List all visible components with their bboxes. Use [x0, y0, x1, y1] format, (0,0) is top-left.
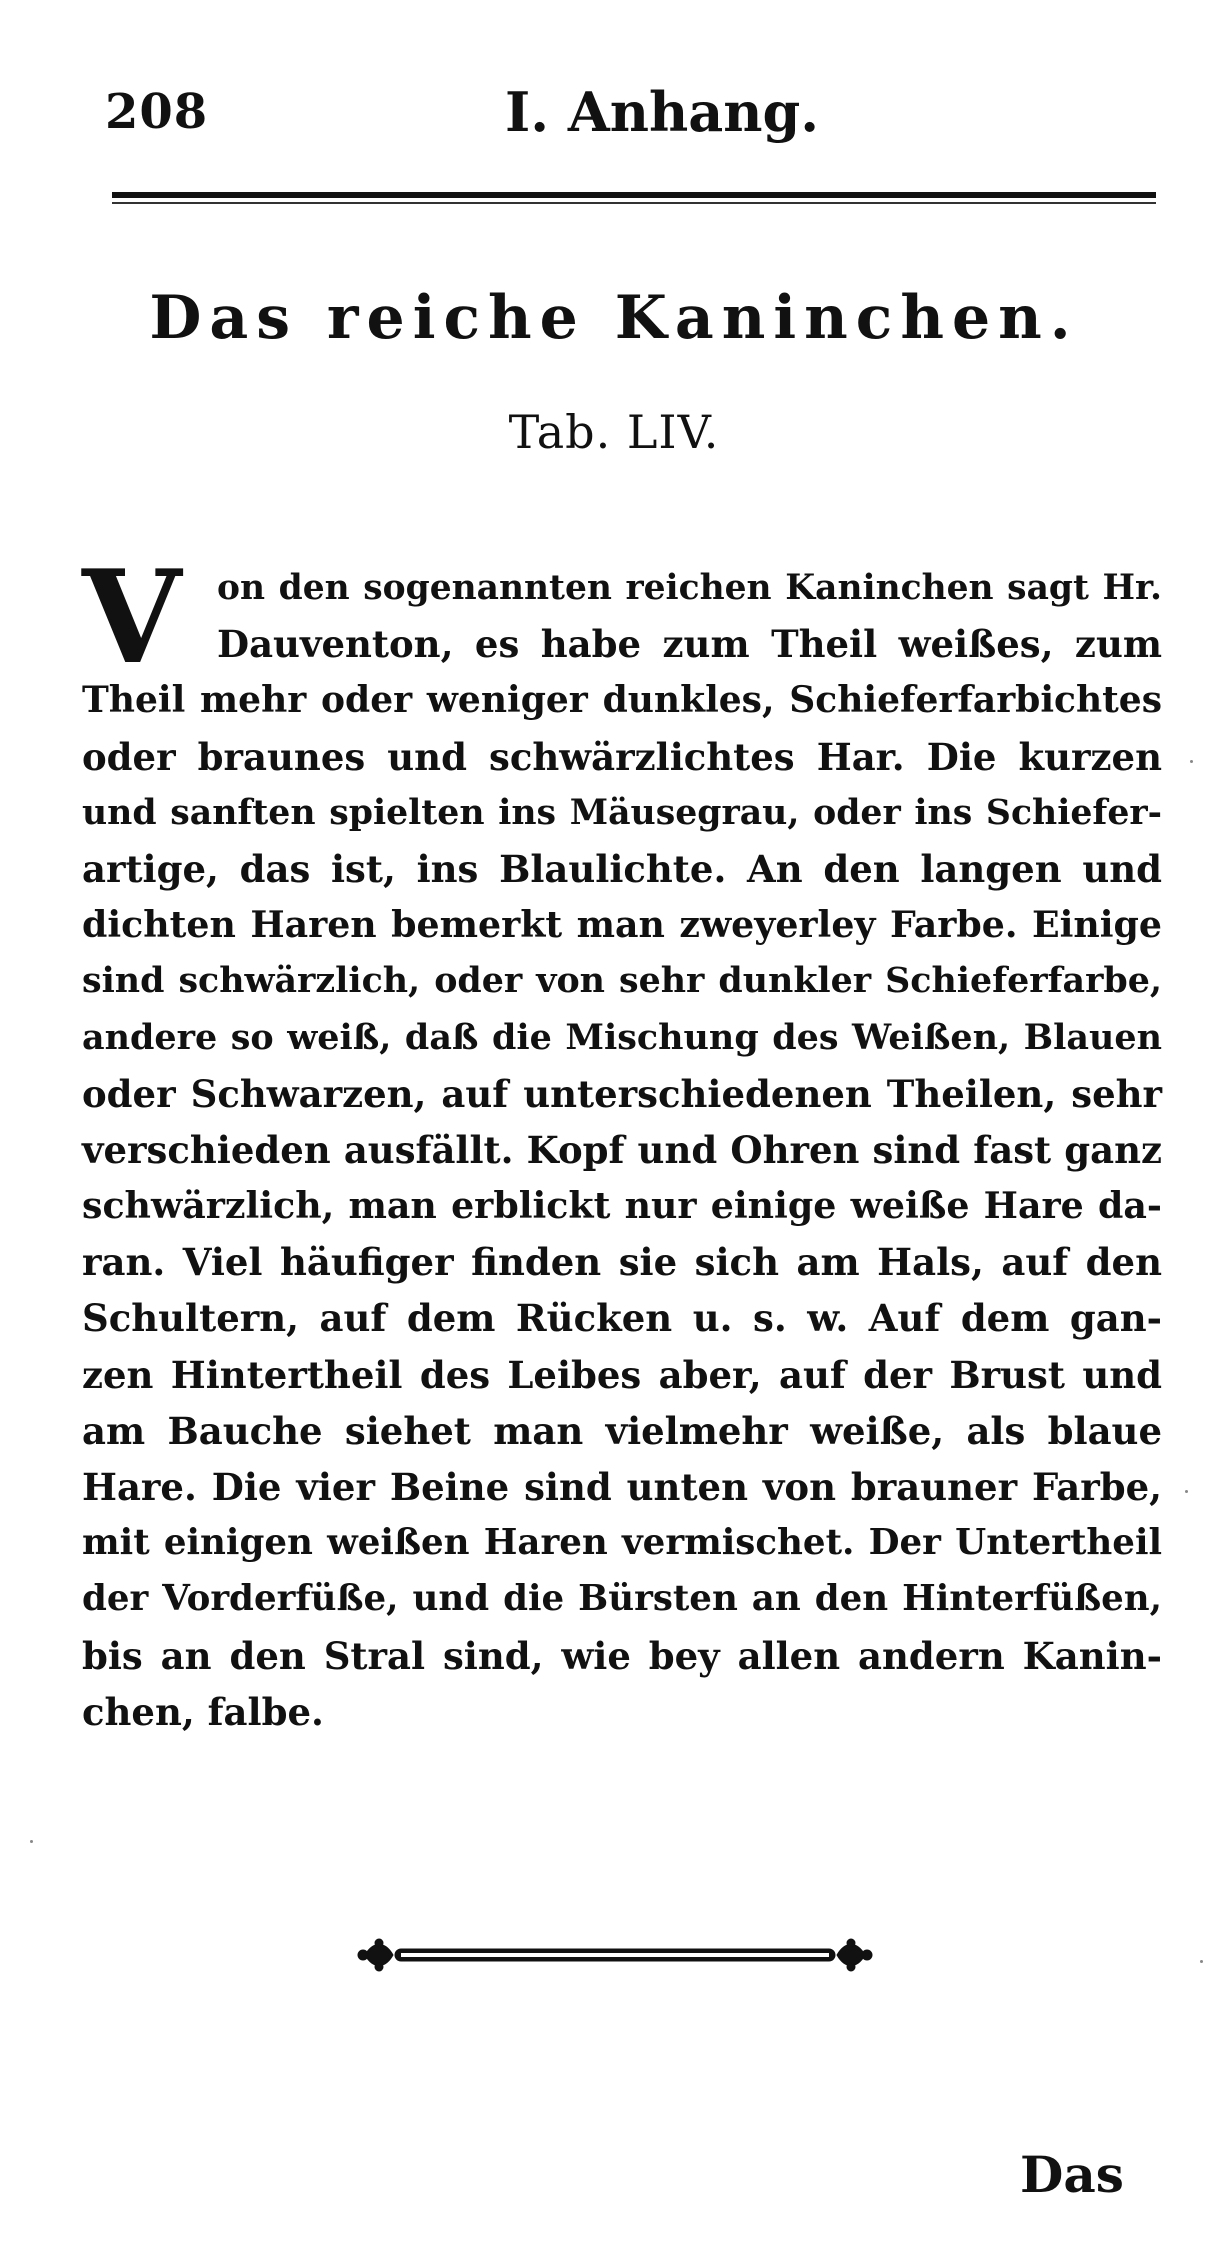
text-line: oder Schwarzen, auf unterschiedenen Theilen, sehr	[82, 1071, 1162, 1116]
running-head	[105, 70, 1155, 150]
section-heading: I. Anhang.	[505, 80, 820, 144]
catchword: Das	[1020, 2145, 1124, 2204]
paper-speck	[1190, 760, 1193, 763]
text-line: artige, das ist, ins Blaulichte. An den langen und	[82, 846, 1162, 891]
text-line: verschieden ausfällt. Kopf und Ohren sind fast ganz	[82, 1127, 1162, 1172]
plate-reference: Tab. LIV.	[508, 405, 720, 459]
paper-speck	[1200, 1960, 1203, 1963]
page-number: 208	[105, 84, 209, 140]
chapter-title: Das reiche Kaninchen.	[149, 283, 1079, 353]
text-line: bis an den Stral sind, wie bey allen andern Kanin-	[82, 1633, 1162, 1678]
text-line: dichten Haren bemerkt man zweyerley Farbe. Einige	[82, 903, 1162, 947]
text-line: chen, falbe.	[82, 1689, 324, 1734]
header-rule	[112, 192, 1156, 198]
text-line: und sanften spielten ins Mäusegrau, oder ins Schiefer-	[82, 791, 1162, 833]
text-line: on den sogenannten reichen Kaninchen sagt Hr.	[217, 568, 1162, 608]
body-paragraph	[82, 543, 1162, 1740]
text-line: andere so weiß, daß die Mischung des Weißen, Blauen	[82, 1016, 1162, 1058]
text-line: Theil mehr oder weniger dunkles, Schieferfarbichtes	[82, 679, 1162, 722]
text-line: mit einigen weißen Haren vermischet. Der Untertheil	[82, 1522, 1162, 1564]
text-line: der Vorderfüße, und die Bürsten an den Hinterfüßen,	[82, 1578, 1162, 1620]
drop-cap: V	[82, 543, 182, 693]
text-line: Schultern, auf dem Rücken u. s. w. Auf dem gan-	[82, 1296, 1162, 1341]
text-line: schwärzlich, man erblickt nur einige weiße Hare da-	[82, 1184, 1162, 1228]
paper-speck	[30, 1840, 33, 1843]
text-line: ran. Viel häufiger finden sie sich am Hals, auf den	[82, 1240, 1162, 1285]
text-line: Hare. Die vier Beine sind unten von brauner Farbe,	[82, 1465, 1162, 1509]
text-line: oder braunes und schwärzlichtes Har. Die kurzen	[82, 734, 1162, 779]
text-line: sind schwärzlich, oder von sehr dunkler Schieferfarbe,	[82, 960, 1162, 1002]
paper-speck	[1185, 1490, 1188, 1493]
text-line: Dauventon, es habe zum Theil weißes, zum	[217, 622, 1162, 667]
text-line: zen Hintertheil des Leibes aber, auf der Brust und	[82, 1352, 1162, 1397]
text-line: am Bauche siehet man vielmehr weiße, als blaue	[82, 1408, 1162, 1453]
decorative-rule-ornament-icon	[355, 1925, 875, 1985]
